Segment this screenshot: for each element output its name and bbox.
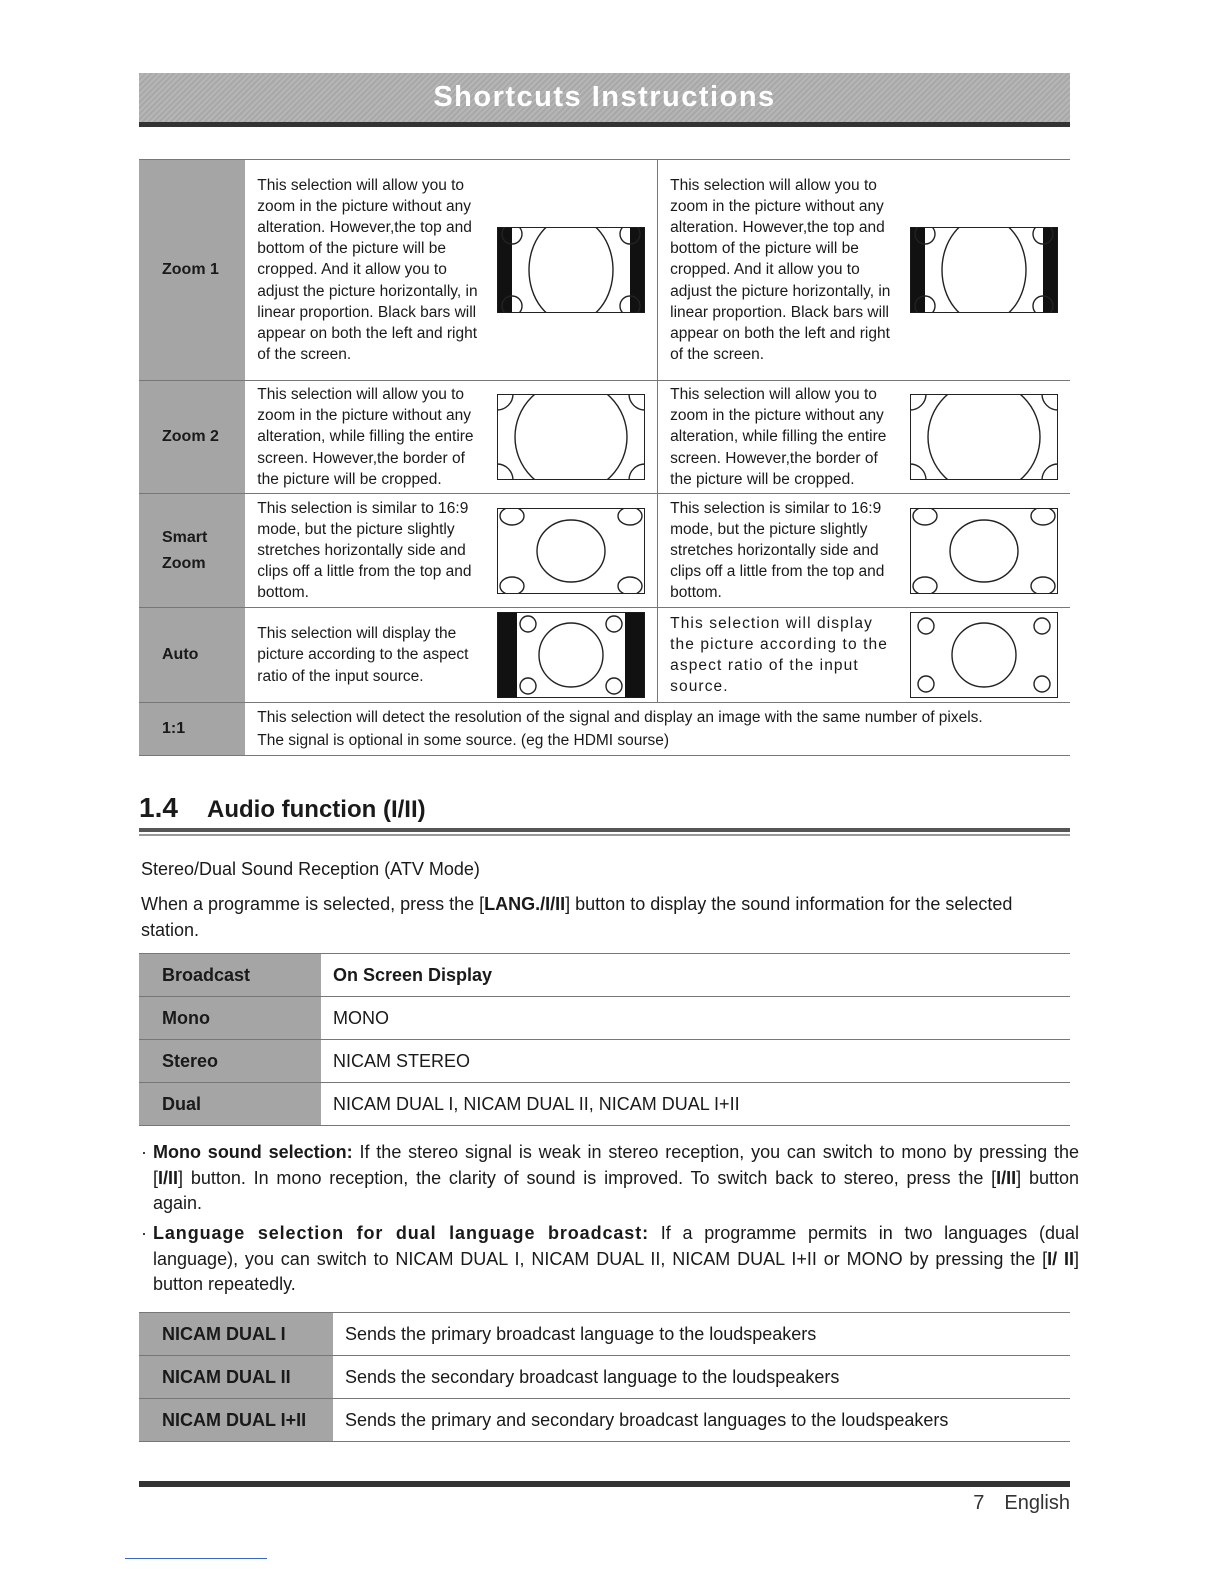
nicam-key: NICAM DUAL I+II bbox=[139, 1399, 333, 1442]
smart-zoom-label: Smart Zoom bbox=[139, 494, 245, 608]
zoom2-left-cell bbox=[245, 381, 657, 494]
table-row bbox=[139, 381, 1070, 494]
table-row bbox=[139, 954, 1070, 997]
nicam-value: Sends the primary broadcast language to the loudspeakers bbox=[333, 1313, 1070, 1356]
section-rule bbox=[139, 828, 1070, 832]
one-to-one-label: 1:1 bbox=[139, 703, 245, 756]
auto-right-cell bbox=[658, 608, 1070, 703]
section-title: Audio function (I/II) bbox=[207, 796, 426, 823]
mono-heading: Mono sound selection: bbox=[153, 1142, 353, 1162]
section-number: 1.4 bbox=[139, 792, 178, 823]
auto-left-text: This selection will display the picture according to the aspect ratio of the input source. bbox=[257, 625, 469, 685]
broadcast-key: Dual bbox=[139, 1083, 321, 1126]
table-row bbox=[139, 160, 1070, 381]
broadcast-value: MONO bbox=[321, 997, 1070, 1040]
footer-rule bbox=[139, 1481, 1070, 1487]
page-title: Shortcuts Instructions bbox=[433, 81, 776, 113]
mono-button-1: I/II bbox=[158, 1167, 179, 1188]
section-heading bbox=[139, 792, 1070, 824]
mono-button-2: I/II bbox=[996, 1167, 1017, 1188]
smart-zoom-right-cell bbox=[658, 494, 1070, 608]
broadcast-value: NICAM DUAL I, NICAM DUAL II, NICAM DUAL I+II bbox=[321, 1083, 1070, 1126]
zoom2-right-cell bbox=[658, 381, 1070, 494]
intro-text-post: ] button to display the sound information for the selected station. bbox=[141, 894, 1013, 940]
nicam-table bbox=[139, 1312, 1070, 1442]
table-row bbox=[139, 494, 1070, 608]
broadcast-key: Mono bbox=[139, 997, 321, 1040]
zoom-modes-table bbox=[139, 159, 1070, 756]
nicam-value: Sends the secondary broadcast language to the loudspeakers bbox=[333, 1356, 1070, 1399]
header-rule bbox=[139, 122, 1070, 127]
smart-zoom-left-text: This selection is similar to 16:9 mode, but the picture slightly stretches horizontally side and clips off a little from the top and bottom. bbox=[257, 499, 472, 602]
lang-button-name: LANG./I/II bbox=[484, 894, 566, 914]
footer-language: English bbox=[1004, 1492, 1070, 1514]
smart-zoom-right-text: This selection is similar to 16:9 mode, but the picture slightly stretches horizontally side and clips off a little from the top and bottom. bbox=[670, 499, 885, 602]
broadcast-value: NICAM STEREO bbox=[321, 1040, 1070, 1083]
language-bullet bbox=[141, 1221, 1079, 1298]
page-header-banner bbox=[139, 73, 1070, 122]
mono-text-1: If the stereo signal is weak in stereo reception, you can switch to mono by pressing the [ bbox=[153, 1142, 1080, 1188]
table-row bbox=[139, 1313, 1070, 1356]
mono-bullet bbox=[141, 1140, 1079, 1217]
zoom1-left-cell bbox=[245, 160, 657, 381]
table-row bbox=[139, 1083, 1070, 1126]
zoom1-label: Zoom 1 bbox=[139, 160, 245, 381]
intro-text-pre: When a programme is selected, press the [ bbox=[141, 894, 485, 914]
nicam-key: NICAM DUAL II bbox=[139, 1356, 333, 1399]
intro-paragraph bbox=[141, 892, 1069, 943]
auto-left-cell bbox=[245, 608, 657, 703]
zoom2-left-diagram bbox=[497, 394, 645, 480]
nicam-value: Sends the primary and secondary broadcast languages to the loudspeakers bbox=[333, 1399, 1070, 1442]
broadcast-key: Stereo bbox=[139, 1040, 321, 1083]
bullet-dot: · bbox=[141, 1223, 147, 1243]
page-number: 7 bbox=[973, 1492, 985, 1514]
language-button: I/ II bbox=[1047, 1248, 1074, 1269]
smart-zoom-right-diagram bbox=[910, 508, 1058, 594]
scan-artifact-line bbox=[125, 1558, 267, 1559]
zoom2-left-text: This selection will allow you to zoom in the picture without any alteration, while filling the entire screen. However,the border of the picture will be cropped. bbox=[257, 386, 474, 488]
osd-header: On Screen Display bbox=[321, 954, 1070, 997]
zoom1-left-diagram bbox=[497, 227, 645, 313]
table-row bbox=[139, 1399, 1070, 1442]
zoom2-right-diagram bbox=[910, 394, 1058, 480]
auto-right-diagram bbox=[910, 612, 1058, 698]
reception-subtitle: Stereo/Dual Sound Reception (ATV Mode) bbox=[141, 859, 480, 879]
one-to-one-cell bbox=[245, 703, 1070, 756]
zoom1-right-cell bbox=[658, 160, 1070, 381]
nicam-key: NICAM DUAL I bbox=[139, 1313, 333, 1356]
zoom2-label: Zoom 2 bbox=[139, 381, 245, 494]
zoom2-right-text: This selection will allow you to zoom in the picture without any alteration, while filling the entire screen. However,the border of the picture will be cropped. bbox=[670, 386, 887, 488]
smart-zoom-left-cell bbox=[245, 494, 657, 608]
auto-left-diagram bbox=[497, 612, 645, 698]
table-row bbox=[139, 997, 1070, 1040]
one-to-one-text-2: The signal is optional in some source. (eg the HDMI sourse) bbox=[257, 732, 670, 750]
auto-right-text: This selection will display the picture according to the aspect ratio of the input source. bbox=[670, 614, 888, 696]
smart-zoom-left-diagram bbox=[497, 508, 645, 594]
table-row bbox=[139, 608, 1070, 703]
section-rule-thin bbox=[139, 834, 1070, 836]
language-text-1: If a programme permits in two languages (dual language), you can switch to NICAM DUAL I, NICAM DUAL II, NICAM DUAL I+II or MONO by pressing the [ bbox=[153, 1223, 1080, 1269]
mono-text-3: ] button again. bbox=[153, 1167, 1079, 1213]
table-row bbox=[139, 1040, 1070, 1083]
table-row bbox=[139, 1356, 1070, 1399]
one-to-one-text-1: This selection will detect the resolution of the signal and display an image with the same number of pixels. bbox=[257, 709, 983, 727]
language-heading: Language selection for dual language broadcast: bbox=[153, 1223, 650, 1243]
bullet-dot: · bbox=[141, 1142, 147, 1162]
zoom1-right-text: This selection will allow you to zoom in the picture without any alteration. However,the top and bottom of the picture will be cropped. And it allow you to adjust the picture horizontally, in linear proportion. Black bars will appear on both the left and right of the screen. bbox=[670, 176, 891, 364]
broadcast-table bbox=[139, 953, 1070, 1126]
language-text-2: ] button repeatedly. bbox=[153, 1248, 1079, 1294]
mono-text-2: ] button. In mono reception, the clarity of sound is improved. To switch back to stereo, press the [ bbox=[178, 1167, 997, 1188]
auto-label: Auto bbox=[139, 608, 245, 703]
table-row bbox=[139, 703, 1070, 756]
broadcast-header: Broadcast bbox=[139, 954, 321, 997]
zoom1-right-diagram bbox=[910, 227, 1058, 313]
zoom1-left-text: This selection will allow you to zoom in the picture without any alteration. However,the top and bottom of the picture will be cropped. And it allow you to adjust the picture horizontally, in linear proportion. Black bars will appear on both the left and right of the screen. bbox=[257, 176, 478, 364]
footer bbox=[973, 1492, 1070, 1515]
